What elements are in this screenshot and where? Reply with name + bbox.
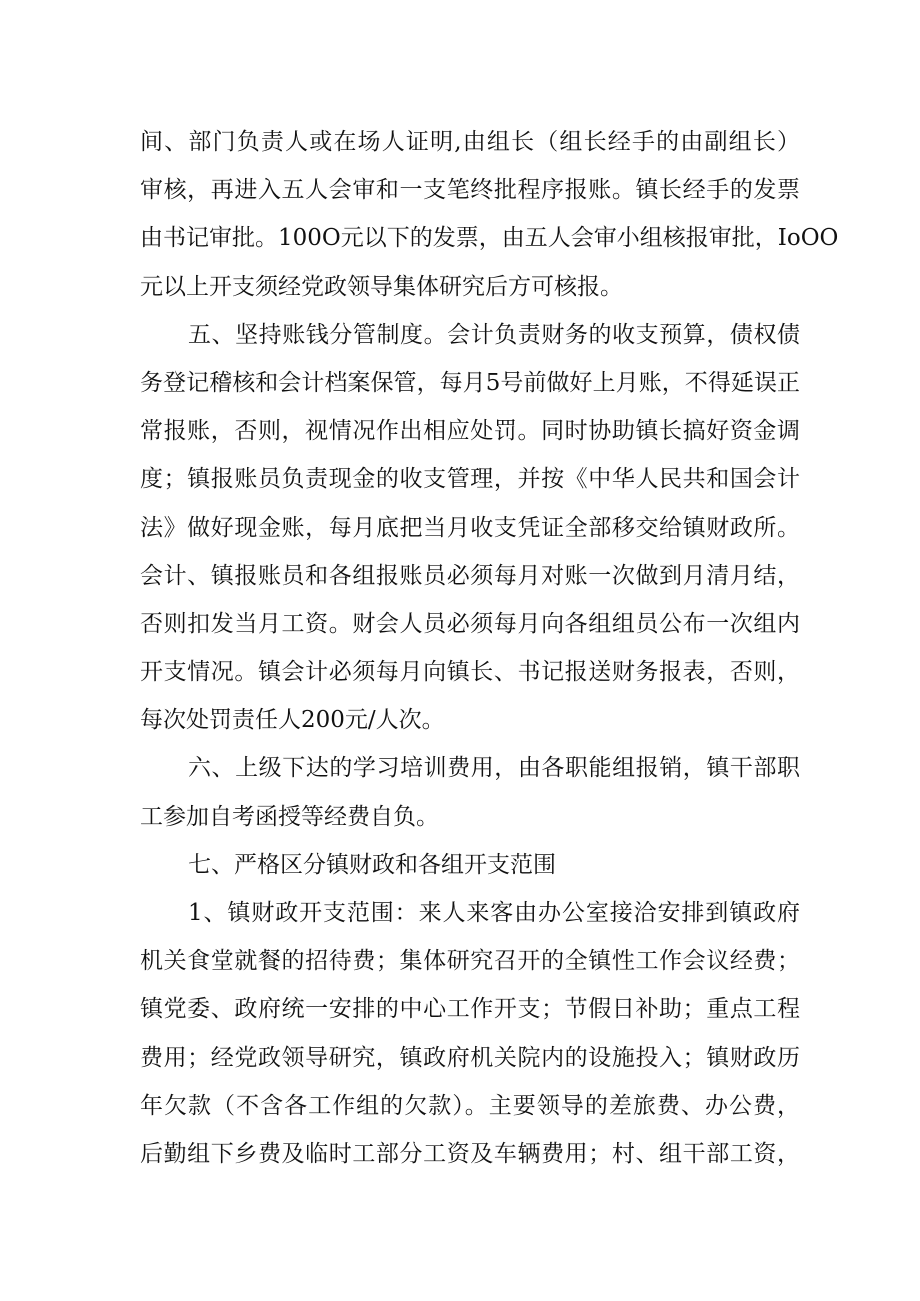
document-line: 年欠款（不含各工作组的欠款）。主要领导的差旅费、办公费，	[140, 1092, 800, 1119]
document-line: 会计、镇报账员和各组报账员必须每月对账一次做到月清月结，	[140, 562, 800, 589]
document-line: 1、镇财政开支范围：来人来客由办公室接洽安排到镇政府	[188, 900, 800, 926]
document-line: 开支情况。镇会计必须每月向镇长、书记报送财务报表，否则，	[140, 659, 800, 686]
document-line: 后勤组下乡费及临时工部分工资及车辆费用；村、组干部工资，	[140, 1140, 800, 1167]
document-line: 费用；经党政领导研究，镇政府机关院内的设施投入；镇财政历	[140, 1044, 800, 1071]
document-line: 常报账，否则，视情况作出相应处罚。同时协助镇长搞好资金调	[140, 418, 800, 445]
document-line: 元以上开支须经党政领导集体研究后方可核报。	[140, 273, 623, 300]
document-line: 否则扣发当月工资。财会人员必须每月向各组组员公布一次组内	[140, 610, 800, 637]
document-line: 镇党委、政府统一安排的中心工作开支；节假日补助；重点工程	[140, 996, 800, 1023]
document-line: 五、坚持账钱分管制度。会计负责财务的收支预算，债权债	[188, 321, 800, 348]
document-line: 审核，再进入五人会审和一支笔终批程序报账。镇长经手的发票	[140, 177, 800, 204]
document-line: 每次处罚责任人200元/人次。	[140, 707, 445, 734]
document-line: 工参加自考函授等经费自负。	[140, 803, 439, 830]
document-line: 七、严格区分镇财政和各组开支范围	[188, 851, 556, 878]
document-line: 法》做好现金账，每月底把当月收支凭证全部移交给镇财政所。	[140, 514, 800, 541]
document-line: 由书记审批。100O元以下的发票，由五人会审小组核报审批，IoOO	[140, 225, 839, 252]
document-line: 间、部门负责人或在场人证明,由组长（组长经手的由副组长）	[140, 129, 800, 155]
document-line: 机关食堂就餐的招待费；集体研究召开的全镇性工作会议经费；	[140, 948, 800, 975]
document-line: 度；镇报账员负责现金的收支管理，并按《中华人民共和国会计	[140, 466, 800, 493]
document-body	[140, 118, 839, 1178]
document-line: 务登记稽核和会计档案保管，每月5号前做好上月账，不得延误正	[140, 369, 800, 396]
document-line: 六、上级下达的学习培训费用，由各职能组报销，镇干部职	[188, 755, 800, 782]
